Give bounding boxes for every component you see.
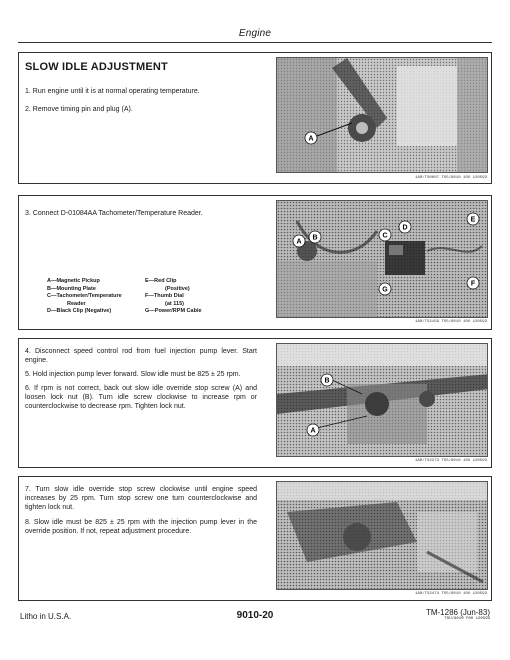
photo-timing-pin-graphic bbox=[277, 58, 488, 173]
legend-item-c-cont: Reader bbox=[67, 300, 86, 307]
legend-item-b: B—Mounting Plate bbox=[47, 285, 96, 292]
section1-text bbox=[25, 53, 257, 114]
header-rule bbox=[18, 42, 492, 43]
header-title: Engine bbox=[238, 28, 272, 39]
photo-timing-pin bbox=[276, 57, 488, 173]
footer-page-number: 9010-20 bbox=[236, 610, 274, 621]
section-slow-idle bbox=[18, 52, 492, 184]
legend-item-d: D—Black Clip (Negative) bbox=[47, 308, 112, 314]
photo-override-stop bbox=[276, 481, 488, 590]
footer-manual-id bbox=[426, 608, 490, 621]
footer-tm-code: TSU/9010 F00 120593 bbox=[444, 617, 490, 621]
photo-injection-pump bbox=[276, 343, 488, 457]
photo-caption: 1AR/TS0007 TS5/9010 10X 120593 bbox=[414, 176, 487, 180]
callout-a: A bbox=[296, 238, 302, 246]
legend-left bbox=[47, 278, 139, 315]
section-title: SLOW IDLE ADJUSTMENT bbox=[25, 61, 168, 73]
callout-d: D bbox=[402, 224, 408, 232]
photo-caption: 1AR/TS2273 TS5/9010 10X 120593 bbox=[414, 459, 487, 463]
step-6: 6. If rpm is not correct, back out slow idle override stop screw (A) and loosen lock nut (B). Turn idle screw clockwise to increase rpm or counterclockwise to decrease rpm. Tighten lock nut. bbox=[25, 385, 257, 410]
section2-text bbox=[25, 196, 257, 218]
section4-text bbox=[25, 477, 257, 536]
step-2: 2. Remove timing pin and plug (A). bbox=[25, 106, 133, 113]
legend-item-a: A—Magnetic Pickup bbox=[47, 278, 100, 284]
callout-c: C bbox=[382, 232, 388, 240]
legend-item-g: G—Power/RPM Cable bbox=[145, 308, 202, 314]
photo-tachometer bbox=[276, 200, 488, 318]
legend-item-c: C—Tachometer/Temperature bbox=[47, 293, 122, 299]
photo-caption: 1AR/TS2159 TS5/9010 10X 120593 bbox=[414, 320, 487, 324]
step-1: 1. Run engine until it is at normal operating temperature. bbox=[25, 88, 200, 95]
step-4: 4. Disconnect speed control rod from fuel injection pump lever. Start engine. bbox=[25, 348, 257, 364]
photo-override-stop-graphic bbox=[277, 482, 488, 590]
legend-item-e-cont: (Positive) bbox=[165, 285, 190, 292]
legend-item-f: F—Thumb Dial bbox=[145, 293, 184, 299]
step-5: 5. Hold injection pump lever forward. Slow idle must be 825 ± 25 rpm. bbox=[25, 371, 241, 378]
footer-litho: Litho in U.S.A. bbox=[20, 612, 72, 621]
step-8: 8. Slow idle must be 825 ± 25 rpm with the injection pump lever in the override position. If not, repeat adjustment procedure. bbox=[25, 519, 257, 535]
callout-a: A bbox=[308, 135, 314, 143]
callout-b: B bbox=[324, 377, 330, 385]
legend-item-f-cont: (at 115) bbox=[165, 300, 184, 307]
photo-caption: 1AR/TS2474 TS5/9010 10X 120593 bbox=[414, 592, 487, 596]
legend-item-e: E—Red Clip bbox=[145, 278, 177, 284]
footer-tm-number: TM-1286 (Jun-83) bbox=[425, 608, 490, 617]
legend-right bbox=[145, 278, 237, 315]
section3-text bbox=[25, 339, 257, 411]
section-override-stop bbox=[18, 476, 492, 601]
legend bbox=[47, 278, 237, 315]
callout-b: B bbox=[312, 234, 318, 242]
callout-e: E bbox=[470, 216, 476, 224]
callout-a: A bbox=[310, 427, 316, 435]
callout-g: G bbox=[382, 286, 388, 294]
step-7: 7. Turn slow idle override stop screw clockwise until engine speed increases by 25 rpm. Turn stop screw one turn counterclockwise and tighten lock nut. bbox=[25, 486, 257, 511]
section-injection-pump bbox=[18, 338, 492, 468]
section-tachometer bbox=[18, 195, 492, 330]
step-3: 3. Connect D-01084AA Tachometer/Temperature Reader. bbox=[25, 210, 203, 217]
photo-injection-pump-graphic bbox=[277, 344, 488, 457]
photo-tachometer-graphic bbox=[277, 201, 488, 318]
callout-f: F bbox=[470, 280, 476, 288]
